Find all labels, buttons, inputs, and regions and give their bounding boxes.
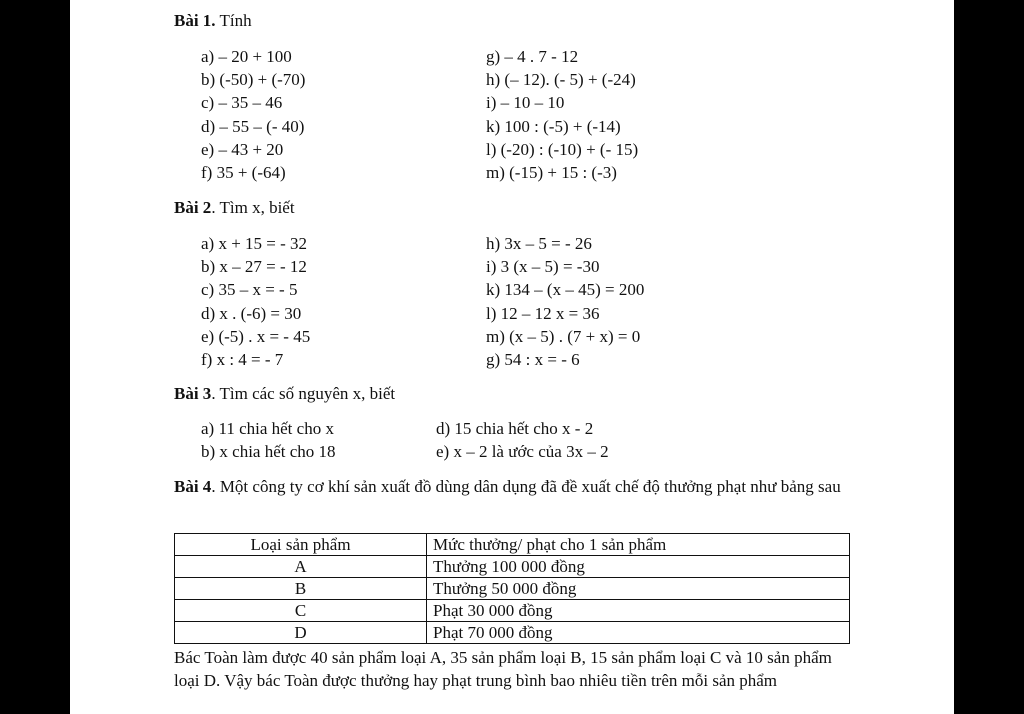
table-row [175, 556, 850, 578]
bai3-item-e: e) x – 2 là ước của 3x – 2 [436, 442, 609, 461]
bai2-item-e: e) (-5) . x = - 45 [201, 327, 311, 346]
table-cell-type: D [175, 622, 427, 644]
bai2-heading [174, 196, 295, 219]
bai1-item-f: f) 35 + (-64) [201, 163, 286, 182]
bai3-item-b: b) x chia hết cho 18 [201, 442, 336, 461]
bai2-item-c: c) 35 – x = - 5 [201, 280, 298, 299]
bai1-item-k: k) 100 : (-5) + (-14) [486, 117, 621, 136]
table-cell-reward: Phạt 30 000 đồng [427, 600, 850, 622]
table-cell-reward: Phạt 70 000 đồng [427, 622, 850, 644]
document-page [70, 0, 954, 714]
bai4-question: Bác Toàn làm được 40 sản phẩm loại A, 35 sản phẩm loại B, 15 sản phẩm loại C và 10 sản phẩm loại D. Vậy bác Toàn được thưởng hay phạt trung bình bao nhiêu tiền trên mỗi sản phẩm [174, 648, 832, 690]
bai4-label: Bài 4 [174, 477, 212, 496]
bai2-item-m: m) (x – 5) . (7 + x) = 0 [486, 327, 641, 346]
bai2-item-b: b) x – 27 = - 12 [201, 257, 307, 276]
bai3-title: . Tìm các số nguyên x, biết [211, 384, 396, 403]
bai1-heading [174, 9, 252, 32]
bai2-item-f: f) x : 4 = - 7 [201, 350, 284, 369]
table-header-row [175, 534, 850, 556]
bai2-label: Bài 2 [174, 198, 212, 217]
table-cell-reward: Thưởng 50 000 đồng [427, 578, 850, 600]
bai3-heading [174, 382, 395, 405]
bai2-item-i: i) 3 (x – 5) = -30 [486, 257, 600, 276]
bai1-item-b: b) (-50) + (-70) [201, 70, 306, 89]
bai2-item-k: k) 134 – (x – 45) = 200 [486, 280, 645, 299]
bai2-item-g: g) 54 : x = - 6 [486, 350, 580, 369]
table-row [175, 622, 850, 644]
table-header-product-type: Loại sản phẩm [175, 534, 427, 556]
bai1-item-l: l) (-20) : (-10) + (- 15) [486, 140, 639, 159]
bai1-item-c: c) – 35 – 46 [201, 93, 283, 112]
bai2-item-h: h) 3x – 5 = - 26 [486, 234, 592, 253]
bai1-item-e: e) – 43 + 20 [201, 140, 284, 159]
bai1-item-d: d) – 55 – (- 40) [201, 117, 305, 136]
reward-table [174, 533, 850, 644]
bai3-item-d: d) 15 chia hết cho x - 2 [436, 419, 594, 438]
table-row [175, 600, 850, 622]
bai1-item-m: m) (-15) + 15 : (-3) [486, 163, 617, 182]
table-cell-type: C [175, 600, 427, 622]
bai2-item-l: l) 12 – 12 x = 36 [486, 304, 600, 323]
table-row [175, 578, 850, 600]
bai2-item-d: d) x . (-6) = 30 [201, 304, 302, 323]
bai1-item-a: a) – 20 + 100 [201, 47, 292, 66]
bai1-item-g: g) – 4 . 7 - 12 [486, 47, 579, 66]
table-header-reward: Mức thưởng/ phạt cho 1 sản phẩm [427, 534, 850, 556]
bai2-title: . Tìm x, biết [211, 198, 295, 217]
bai1-item-h: h) (– 12). (- 5) + (-24) [486, 70, 636, 89]
bai4-heading [174, 475, 854, 498]
bai1-label: Bài 1. [174, 11, 216, 30]
bai4-title: . Một công ty cơ khí sản xuất đồ dùng dân dụng đã đề xuất chế độ thưởng phạt như bảng sau [211, 477, 841, 496]
bai3-label: Bài 3 [174, 384, 212, 403]
table-cell-type: B [175, 578, 427, 600]
bai1-item-i: i) – 10 – 10 [486, 93, 565, 112]
bai1-title: Tính [215, 11, 252, 30]
bai3-item-a: a) 11 chia hết cho x [201, 419, 334, 438]
table-cell-type: A [175, 556, 427, 578]
bai2-item-a: a) x + 15 = - 32 [201, 234, 308, 253]
table-cell-reward: Thưởng 100 000 đồng [427, 556, 850, 578]
